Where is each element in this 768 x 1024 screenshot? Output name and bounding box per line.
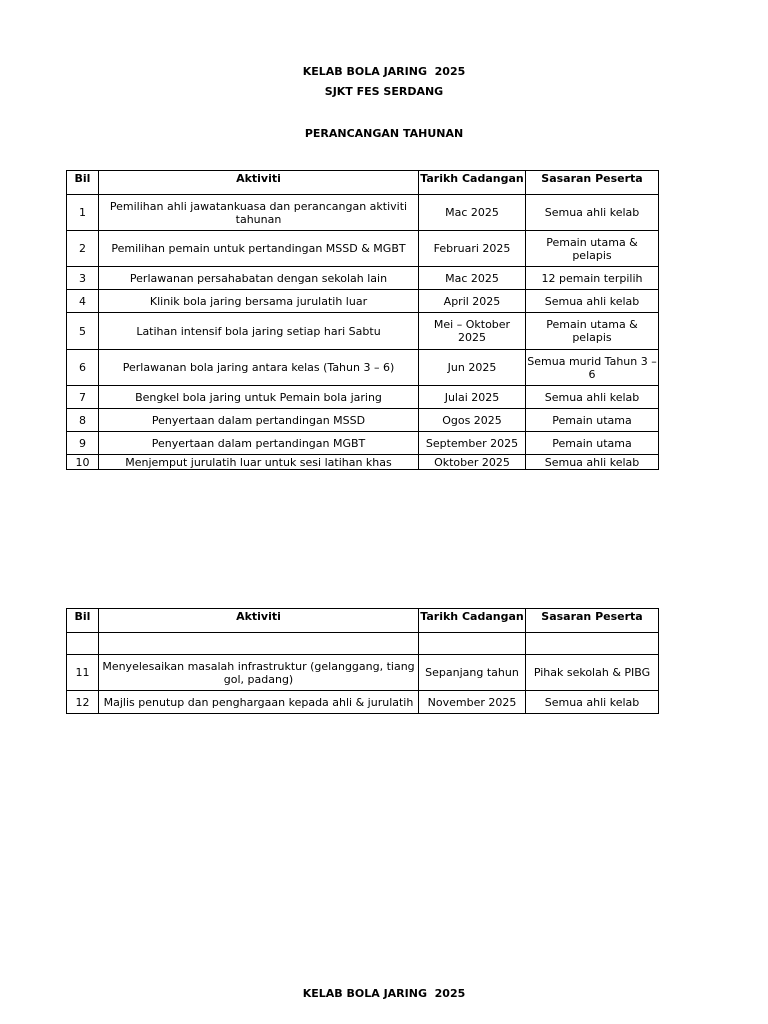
table-row: [67, 290, 659, 313]
cell-tarikh: November 2025: [419, 691, 526, 714]
cell-tarikh: Mei – Oktober 2025: [419, 313, 526, 350]
table-row: [67, 231, 659, 267]
cell-bil: 4: [67, 290, 99, 313]
table-header-row: [67, 609, 659, 633]
cell-sasaran: Pemain utama & pelapis: [526, 313, 659, 350]
cell-aktiviti: Menyelesaikan masalah infrastruktur (gelanggang, tiang gol, padang): [99, 655, 419, 691]
cell-bil: 2: [67, 231, 99, 267]
table-row: [67, 195, 659, 231]
cell-sasaran: Semua ahli kelab: [526, 386, 659, 409]
cell-bil: 5: [67, 313, 99, 350]
cell-bil: 1: [67, 195, 99, 231]
cell-tarikh: Sepanjang tahun: [419, 655, 526, 691]
cell-tarikh: [419, 633, 526, 655]
column-header-tarikh: Tarikh Cadangan: [419, 171, 526, 195]
table-row: [67, 409, 659, 432]
cell-aktiviti: Bengkel bola jaring untuk Pemain bola jaring: [99, 386, 419, 409]
cell-sasaran: Pemain utama: [526, 409, 659, 432]
cell-aktiviti: Penyertaan dalam pertandingan MSSD: [99, 409, 419, 432]
table-row: [67, 313, 659, 350]
cell-tarikh: September 2025: [419, 432, 526, 455]
table-row: [67, 455, 659, 470]
cell-aktiviti: Pemilihan pemain untuk pertandingan MSSD & MGBT: [99, 231, 419, 267]
cell-aktiviti: Majlis penutup dan penghargaan kepada ahli & jurulatih: [99, 691, 419, 714]
column-header-sasaran: Sasaran Peserta: [526, 609, 659, 633]
cell-bil: 11: [67, 655, 99, 691]
table-row-empty: [67, 633, 659, 655]
column-header-tarikh: Tarikh Cadangan: [419, 609, 526, 633]
cell-bil: 9: [67, 432, 99, 455]
footer-club-title: KELAB BOLA JARING 2025: [302, 987, 466, 1000]
cell-aktiviti: Perlawanan bola jaring antara kelas (Tahun 3 – 6): [99, 350, 419, 386]
cell-aktiviti: Pemilihan ahli jawatankuasa dan perancangan aktiviti tahunan: [99, 195, 419, 231]
cell-sasaran: Semua ahli kelab: [526, 195, 659, 231]
cell-aktiviti: Perlawanan persahabatan dengan sekolah lain: [99, 267, 419, 290]
cell-tarikh: Mac 2025: [419, 267, 526, 290]
cell-bil: 6: [67, 350, 99, 386]
activity-table-2: [66, 608, 659, 714]
cell-bil: [67, 633, 99, 655]
column-header-aktiviti: Aktiviti: [99, 171, 419, 195]
table-row: [67, 655, 659, 691]
cell-sasaran: 12 pemain terpilih: [526, 267, 659, 290]
activity-table-1: [66, 170, 659, 470]
plan-title: PERANCANGAN TAHUNAN: [304, 127, 464, 140]
table-row: [67, 691, 659, 714]
cell-tarikh: Oktober 2025: [419, 455, 526, 470]
cell-aktiviti: [99, 633, 419, 655]
table-row: [67, 350, 659, 386]
cell-tarikh: Mac 2025: [419, 195, 526, 231]
cell-sasaran: [526, 633, 659, 655]
cell-tarikh: April 2025: [419, 290, 526, 313]
column-header-bil: Bil: [67, 609, 99, 633]
column-header-aktiviti: Aktiviti: [99, 609, 419, 633]
cell-sasaran: Pemain utama & pelapis: [526, 231, 659, 267]
cell-tarikh: Februari 2025: [419, 231, 526, 267]
cell-sasaran: Pemain utama: [526, 432, 659, 455]
cell-sasaran: Pihak sekolah & PIBG: [526, 655, 659, 691]
cell-bil: 12: [67, 691, 99, 714]
table-row: [67, 432, 659, 455]
table-row: [67, 267, 659, 290]
cell-aktiviti: Klinik bola jaring bersama jurulatih luar: [99, 290, 419, 313]
cell-tarikh: Jun 2025: [419, 350, 526, 386]
cell-tarikh: Ogos 2025: [419, 409, 526, 432]
club-title: KELAB BOLA JARING 2025: [302, 65, 466, 78]
cell-bil: 3: [67, 267, 99, 290]
cell-tarikh: Julai 2025: [419, 386, 526, 409]
cell-sasaran: Semua ahli kelab: [526, 455, 659, 470]
cell-aktiviti: Menjemput jurulatih luar untuk sesi latihan khas: [99, 455, 419, 470]
cell-sasaran: Semua ahli kelab: [526, 691, 659, 714]
cell-sasaran: Semua murid Tahun 3 – 6: [526, 350, 659, 386]
cell-aktiviti: Latihan intensif bola jaring setiap hari Sabtu: [99, 313, 419, 350]
table-header-row: [67, 171, 659, 195]
column-header-bil: Bil: [67, 171, 99, 195]
cell-aktiviti: Penyertaan dalam pertandingan MGBT: [99, 432, 419, 455]
cell-bil: 8: [67, 409, 99, 432]
table-row: [67, 386, 659, 409]
cell-bil: 7: [67, 386, 99, 409]
school-name: SJKT FES SERDANG: [324, 85, 444, 98]
cell-bil: 10: [67, 455, 99, 470]
cell-sasaran: Semua ahli kelab: [526, 290, 659, 313]
column-header-sasaran: Sasaran Peserta: [526, 171, 659, 195]
